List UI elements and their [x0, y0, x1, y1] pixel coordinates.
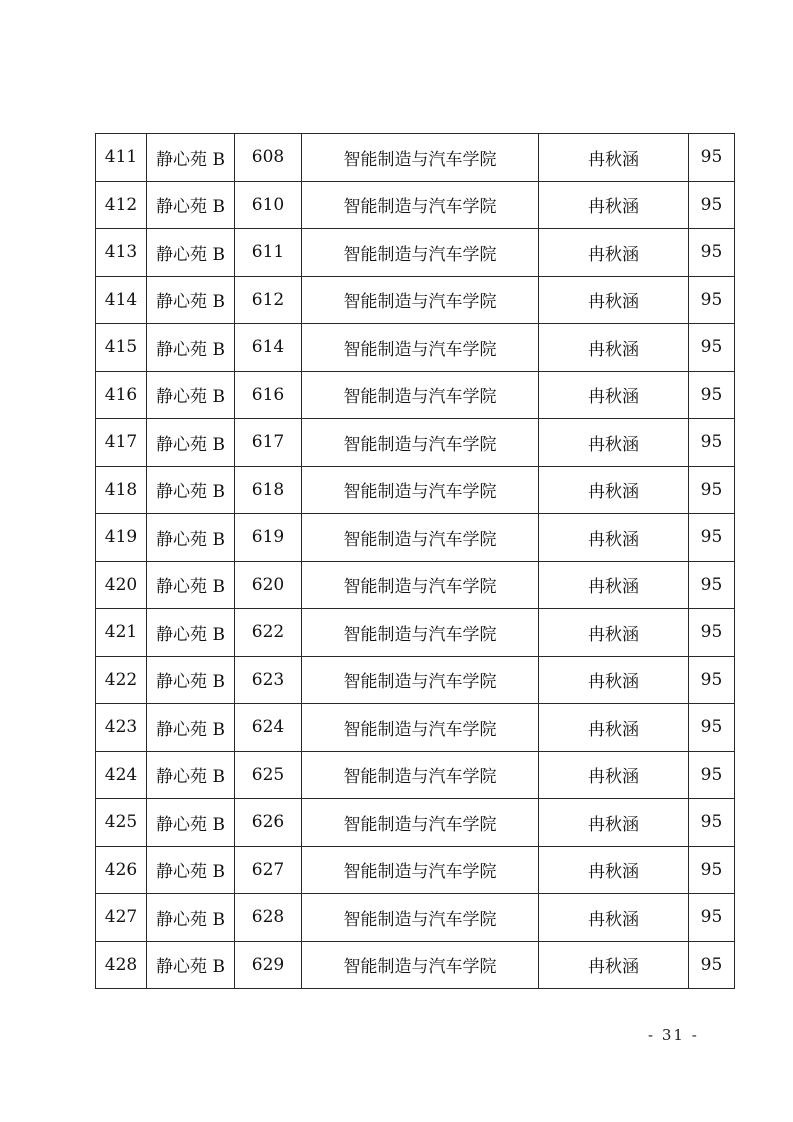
name-cell: 冉秋涵: [539, 324, 689, 372]
table-row: [96, 656, 735, 704]
row-number-cell: 419: [96, 514, 147, 562]
college-cell: 智能制造与汽车学院: [302, 846, 539, 894]
building-cell: 静心苑 B: [147, 846, 235, 894]
room-number-cell: 610: [235, 181, 302, 229]
building-cell: 静心苑 B: [147, 276, 235, 324]
college-cell: 智能制造与汽车学院: [302, 514, 539, 562]
table-row: [96, 419, 735, 467]
name-cell: 冉秋涵: [539, 799, 689, 847]
building-cell: 静心苑 B: [147, 514, 235, 562]
room-number-cell: 608: [235, 134, 302, 182]
college-cell: 智能制造与汽车学院: [302, 751, 539, 799]
row-number-cell: 420: [96, 561, 147, 609]
room-number-cell: 612: [235, 276, 302, 324]
name-cell: 冉秋涵: [539, 134, 689, 182]
college-cell: 智能制造与汽车学院: [302, 134, 539, 182]
score-cell: 95: [689, 466, 735, 514]
score-cell: 95: [689, 324, 735, 372]
name-cell: 冉秋涵: [539, 561, 689, 609]
room-number-cell: 629: [235, 941, 302, 989]
college-cell: 智能制造与汽车学院: [302, 229, 539, 277]
row-number-cell: 416: [96, 371, 147, 419]
college-cell: 智能制造与汽车学院: [302, 466, 539, 514]
college-cell: 智能制造与汽车学院: [302, 419, 539, 467]
name-cell: 冉秋涵: [539, 704, 689, 752]
building-cell: 静心苑 B: [147, 324, 235, 372]
table-row: [96, 609, 735, 657]
college-cell: 智能制造与汽车学院: [302, 371, 539, 419]
room-number-cell: 624: [235, 704, 302, 752]
row-number-cell: 411: [96, 134, 147, 182]
building-cell: 静心苑 B: [147, 799, 235, 847]
row-number-cell: 421: [96, 609, 147, 657]
table-row: [96, 941, 735, 989]
score-cell: 95: [689, 229, 735, 277]
table-row: [96, 371, 735, 419]
room-number-cell: 619: [235, 514, 302, 562]
building-cell: 静心苑 B: [147, 704, 235, 752]
table-row: [96, 751, 735, 799]
name-cell: 冉秋涵: [539, 466, 689, 514]
score-cell: 95: [689, 181, 735, 229]
college-cell: 智能制造与汽车学院: [302, 656, 539, 704]
row-number-cell: 412: [96, 181, 147, 229]
name-cell: 冉秋涵: [539, 229, 689, 277]
college-cell: 智能制造与汽车学院: [302, 561, 539, 609]
row-number-cell: 424: [96, 751, 147, 799]
room-number-cell: 620: [235, 561, 302, 609]
score-cell: 95: [689, 609, 735, 657]
table-row: [96, 561, 735, 609]
room-number-cell: 625: [235, 751, 302, 799]
table-body: [96, 134, 735, 989]
building-cell: 静心苑 B: [147, 561, 235, 609]
name-cell: 冉秋涵: [539, 609, 689, 657]
table-row: [96, 229, 735, 277]
room-number-cell: 611: [235, 229, 302, 277]
building-cell: 静心苑 B: [147, 656, 235, 704]
name-cell: 冉秋涵: [539, 276, 689, 324]
score-cell: 95: [689, 894, 735, 942]
score-cell: 95: [689, 846, 735, 894]
room-number-cell: 618: [235, 466, 302, 514]
table-row: [96, 514, 735, 562]
college-cell: 智能制造与汽车学院: [302, 941, 539, 989]
table-row: [96, 134, 735, 182]
college-cell: 智能制造与汽车学院: [302, 181, 539, 229]
score-cell: 95: [689, 419, 735, 467]
row-number-cell: 425: [96, 799, 147, 847]
dorm-inspection-table: [95, 133, 735, 989]
row-number-cell: 427: [96, 894, 147, 942]
name-cell: 冉秋涵: [539, 894, 689, 942]
name-cell: 冉秋涵: [539, 656, 689, 704]
building-cell: 静心苑 B: [147, 134, 235, 182]
row-number-cell: 423: [96, 704, 147, 752]
score-cell: 95: [689, 514, 735, 562]
row-number-cell: 413: [96, 229, 147, 277]
room-number-cell: 627: [235, 846, 302, 894]
table-row: [96, 276, 735, 324]
score-cell: 95: [689, 134, 735, 182]
table-row: [96, 799, 735, 847]
row-number-cell: 418: [96, 466, 147, 514]
table-row: [96, 704, 735, 752]
table-row: [96, 846, 735, 894]
college-cell: 智能制造与汽车学院: [302, 894, 539, 942]
row-number-cell: 417: [96, 419, 147, 467]
name-cell: 冉秋涵: [539, 371, 689, 419]
building-cell: 静心苑 B: [147, 181, 235, 229]
building-cell: 静心苑 B: [147, 941, 235, 989]
table-row: [96, 466, 735, 514]
name-cell: 冉秋涵: [539, 941, 689, 989]
room-number-cell: 614: [235, 324, 302, 372]
table-row: [96, 324, 735, 372]
row-number-cell: 415: [96, 324, 147, 372]
page-number: - 31 -: [648, 1026, 699, 1044]
building-cell: 静心苑 B: [147, 466, 235, 514]
college-cell: 智能制造与汽车学院: [302, 609, 539, 657]
row-number-cell: 428: [96, 941, 147, 989]
building-cell: 静心苑 B: [147, 229, 235, 277]
score-cell: 95: [689, 371, 735, 419]
score-cell: 95: [689, 704, 735, 752]
college-cell: 智能制造与汽车学院: [302, 276, 539, 324]
name-cell: 冉秋涵: [539, 846, 689, 894]
table-row: [96, 181, 735, 229]
row-number-cell: 426: [96, 846, 147, 894]
building-cell: 静心苑 B: [147, 894, 235, 942]
room-number-cell: 628: [235, 894, 302, 942]
room-number-cell: 623: [235, 656, 302, 704]
name-cell: 冉秋涵: [539, 181, 689, 229]
building-cell: 静心苑 B: [147, 751, 235, 799]
room-number-cell: 616: [235, 371, 302, 419]
score-cell: 95: [689, 941, 735, 989]
score-cell: 95: [689, 276, 735, 324]
row-number-cell: 422: [96, 656, 147, 704]
name-cell: 冉秋涵: [539, 419, 689, 467]
room-number-cell: 617: [235, 419, 302, 467]
building-cell: 静心苑 B: [147, 371, 235, 419]
building-cell: 静心苑 B: [147, 609, 235, 657]
score-cell: 95: [689, 656, 735, 704]
score-cell: 95: [689, 799, 735, 847]
room-number-cell: 622: [235, 609, 302, 657]
name-cell: 冉秋涵: [539, 514, 689, 562]
row-number-cell: 414: [96, 276, 147, 324]
score-cell: 95: [689, 751, 735, 799]
name-cell: 冉秋涵: [539, 751, 689, 799]
college-cell: 智能制造与汽车学院: [302, 324, 539, 372]
score-cell: 95: [689, 561, 735, 609]
building-cell: 静心苑 B: [147, 419, 235, 467]
table-row: [96, 894, 735, 942]
college-cell: 智能制造与汽车学院: [302, 704, 539, 752]
college-cell: 智能制造与汽车学院: [302, 799, 539, 847]
room-number-cell: 626: [235, 799, 302, 847]
